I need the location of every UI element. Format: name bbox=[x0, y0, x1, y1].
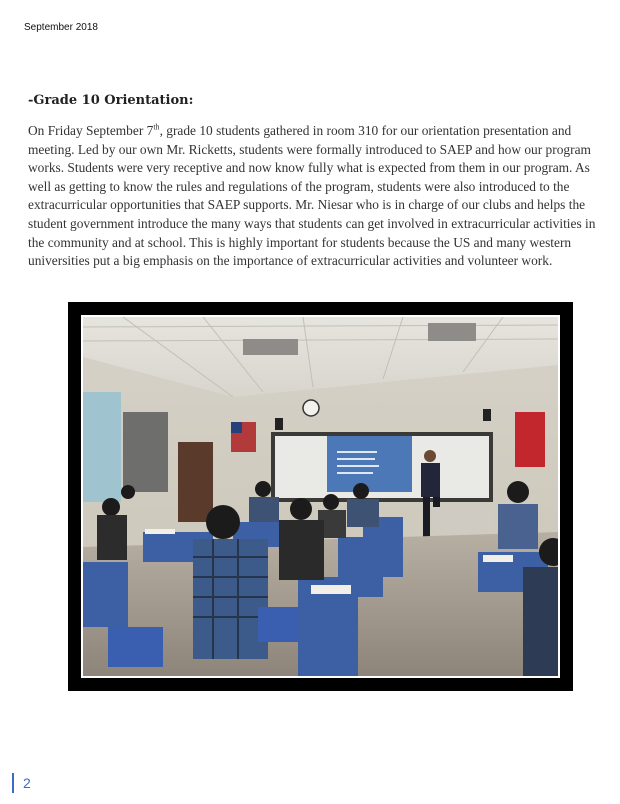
paragraph-start: On Friday September 7 bbox=[28, 123, 154, 138]
classroom-photo-image bbox=[83, 317, 558, 676]
paragraph-rest: , grade 10 students gathered in room 310 for our orientation presentation and meeting. Led by our own Mr. Ricketts, students were formally introduced to SAEP and how our program works. Students were very receptive and now know fully what is expected from them in our program. As well as getting to know the rules and regulations of the program, students were also introduced to the extracurricular opportunities that SAEP supports. Mr. Niesar who is in charge of our clubs and helps the student government introduce the many ways that students can get involved in extracurricular activities in the community and at school. This is highly important for students because the US and many western universities put a big emphasis on the importance of extracurricular activities and volunteer work. bbox=[28, 123, 596, 269]
article-paragraph bbox=[28, 122, 598, 271]
classroom-photo bbox=[81, 315, 560, 678]
article-body bbox=[28, 122, 598, 271]
classroom-photo-frame bbox=[68, 302, 573, 691]
date-suffix: th bbox=[153, 122, 160, 132]
newsletter-date: September 2018 bbox=[24, 22, 98, 33]
section-heading: -Grade 10 Orientation: bbox=[28, 93, 194, 108]
page-number: 2 bbox=[12, 773, 31, 793]
